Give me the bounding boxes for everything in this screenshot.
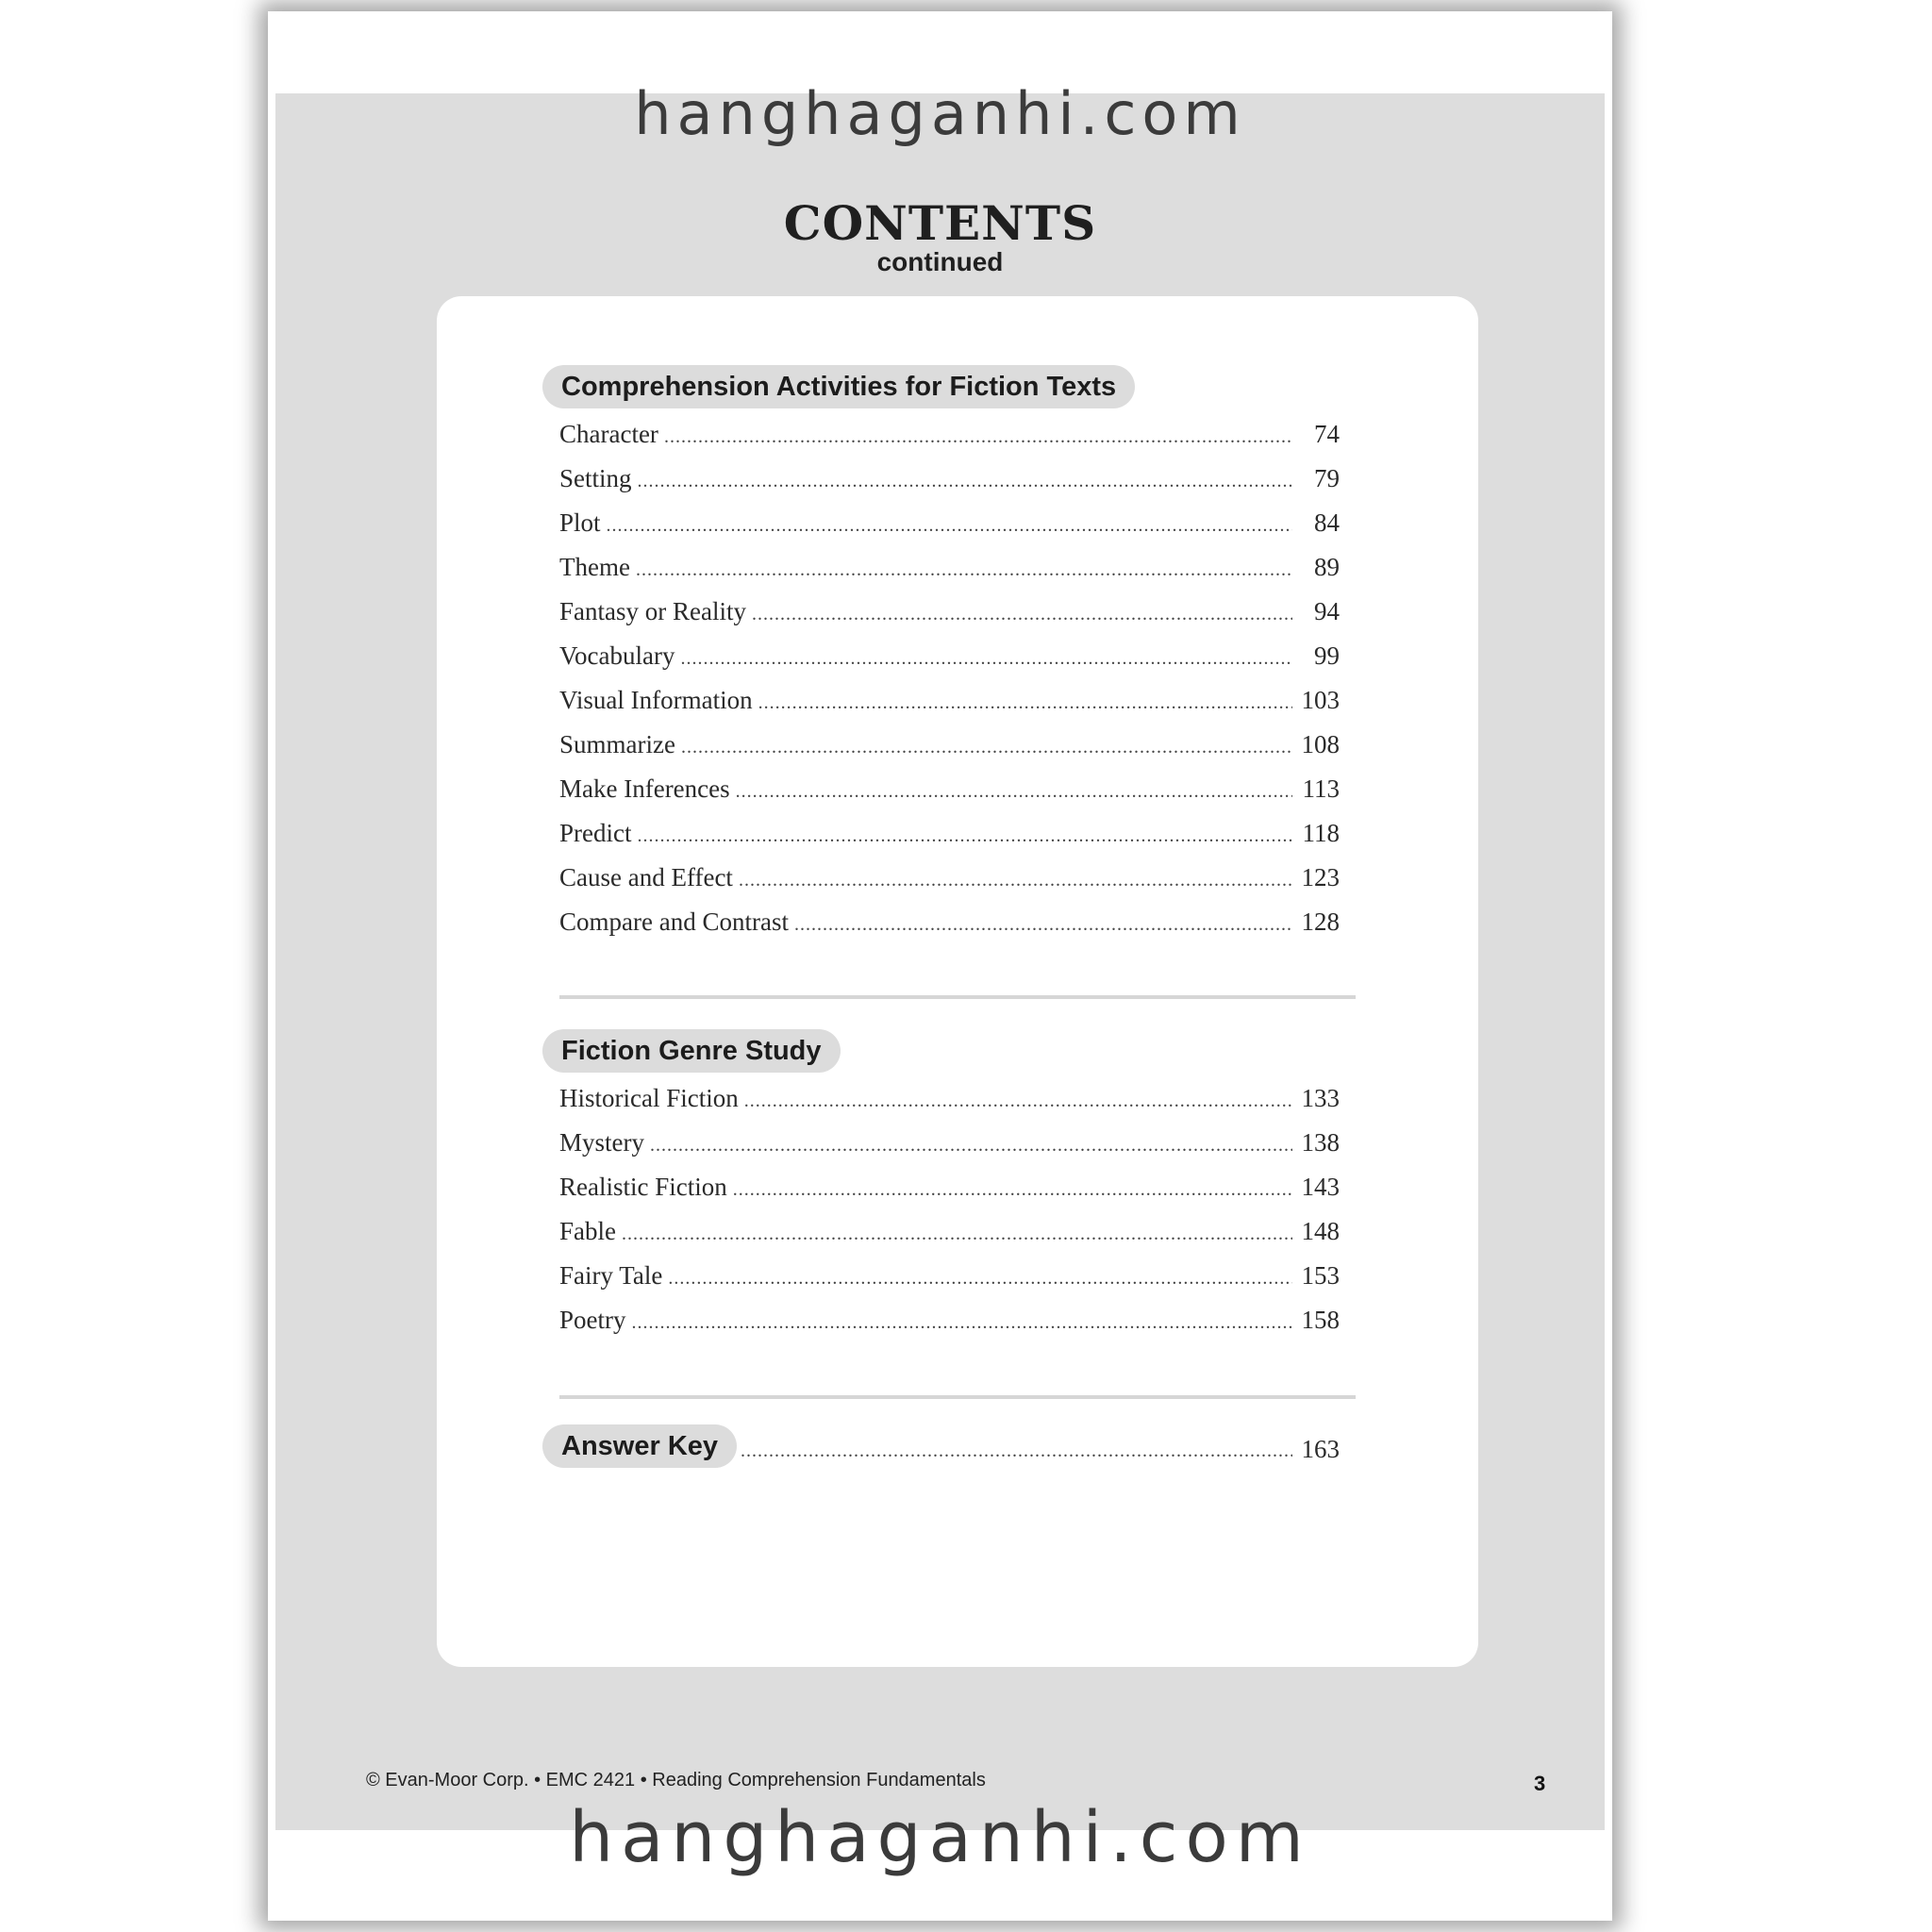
dot-leader: [736, 781, 1292, 803]
toc-entry-label: Summarize: [559, 730, 675, 758]
toc-entry[interactable]: [559, 597, 1340, 641]
section-divider: [559, 995, 1356, 999]
toc-entry[interactable]: [559, 730, 1340, 774]
toc-entry[interactable]: [559, 686, 1340, 730]
toc-entry[interactable]: [559, 863, 1340, 908]
dot-leader: [650, 1135, 1292, 1157]
toc-entry[interactable]: [559, 1173, 1340, 1217]
dot-leader: [794, 914, 1292, 936]
dot-leader: [680, 648, 1292, 670]
dot-leader: [632, 1312, 1293, 1334]
toc-entry-page: 123: [1301, 863, 1340, 891]
dot-leader: [744, 1091, 1292, 1112]
dot-leader: [681, 737, 1292, 758]
page-subtitle: continued: [876, 247, 1004, 276]
toc-entry[interactable]: [559, 641, 1340, 686]
dot-leader: [607, 515, 1292, 537]
toc-entry-page: 84: [1314, 508, 1340, 537]
toc-entry-page: 118: [1302, 819, 1340, 847]
document-page: [268, 11, 1612, 1921]
toc-entry-label: Cause and Effect: [559, 863, 733, 891]
toc-entry-answer-key[interactable]: [542, 1424, 1340, 1468]
footer-page-number: 3: [1534, 1772, 1546, 1795]
section-divider: [559, 1395, 1356, 1399]
toc-entry[interactable]: [559, 1128, 1340, 1173]
dot-leader: [752, 604, 1292, 625]
title-block: [268, 195, 1612, 276]
toc-entry-label: Mystery: [559, 1128, 644, 1157]
toc-entry-label: Predict: [559, 819, 632, 847]
section-list-fiction-activities: [559, 420, 1340, 952]
dot-leader: [622, 1224, 1292, 1245]
dot-leader: [668, 1268, 1292, 1290]
toc-entry-page: 138: [1301, 1128, 1340, 1157]
toc-entry-page: 153: [1301, 1261, 1340, 1290]
toc-entry-page: 108: [1301, 730, 1340, 758]
toc-entry-page: 103: [1301, 686, 1340, 714]
toc-entry-page: 158: [1301, 1306, 1340, 1334]
toc-entry-page: 89: [1314, 553, 1340, 581]
toc-entry-label: Character: [559, 420, 658, 448]
answer-key-page: 163: [1301, 1434, 1340, 1463]
dot-leader: [739, 870, 1292, 891]
toc-entry[interactable]: [559, 908, 1340, 952]
toc-entry[interactable]: [559, 508, 1340, 553]
toc-entry-label: Vocabulary: [559, 641, 675, 670]
section-heading-fiction-genre: Fiction Genre Study: [542, 1029, 841, 1073]
toc-entry-label: Plot: [559, 508, 601, 537]
toc-entry-page: 74: [1314, 420, 1340, 448]
toc-entry-page: 79: [1314, 464, 1340, 492]
toc-entry[interactable]: [559, 420, 1340, 464]
toc-entry-label: Compare and Contrast: [559, 908, 789, 936]
dot-leader: [636, 559, 1292, 581]
toc-entry[interactable]: [559, 1261, 1340, 1306]
toc-entry-label: Historical Fiction: [559, 1084, 739, 1112]
toc-entry-page: 94: [1314, 597, 1340, 625]
toc-entry[interactable]: [559, 819, 1340, 863]
dot-leader: [638, 471, 1292, 492]
toc-entry-page: 133: [1301, 1084, 1340, 1112]
toc-entry-page: 113: [1302, 774, 1340, 803]
toc-entry[interactable]: [559, 1217, 1340, 1261]
section-list-fiction-genre: [559, 1084, 1340, 1350]
toc-entry-label: Make Inferences: [559, 774, 730, 803]
contents-card: [437, 296, 1478, 1667]
toc-entry-label: Poetry: [559, 1306, 626, 1334]
toc-entry[interactable]: [559, 464, 1340, 508]
toc-entry-label: Fairy Tale: [559, 1261, 663, 1290]
toc-entry[interactable]: [559, 1306, 1340, 1350]
toc-entry[interactable]: [559, 553, 1340, 597]
section-heading-fiction-activities: Comprehension Activities for Fiction Texts: [542, 365, 1135, 408]
toc-entry[interactable]: [559, 774, 1340, 819]
toc-entry[interactable]: [559, 1084, 1340, 1128]
answer-key-heading: Answer Key: [542, 1424, 737, 1468]
toc-entry-page: 148: [1301, 1217, 1340, 1245]
toc-entry-label: Setting: [559, 464, 632, 492]
footer-credit: © Evan-Moor Corp. • EMC 2421 • Reading Comprehension Fundamentals: [366, 1770, 986, 1790]
toc-entry-label: Fantasy or Reality: [559, 597, 746, 625]
toc-entry-label: Realistic Fiction: [559, 1173, 727, 1201]
watermark-top: hanghaganhi.com: [634, 79, 1246, 148]
toc-entry-label: Visual Information: [559, 686, 753, 714]
watermark-bottom: hanghaganhi.com: [569, 1797, 1311, 1878]
page-title: CONTENTS: [783, 195, 1097, 251]
dot-leader: [733, 1179, 1292, 1201]
toc-entry-label: Theme: [559, 553, 630, 581]
dot-leader: [741, 1441, 1292, 1462]
toc-entry-label: Fable: [559, 1217, 616, 1245]
dot-leader: [758, 692, 1292, 714]
dot-leader: [664, 426, 1292, 448]
toc-entry-page: 143: [1301, 1173, 1340, 1201]
toc-entry-page: 128: [1301, 908, 1340, 936]
dot-leader: [637, 825, 1292, 847]
toc-entry-page: 99: [1314, 641, 1340, 670]
